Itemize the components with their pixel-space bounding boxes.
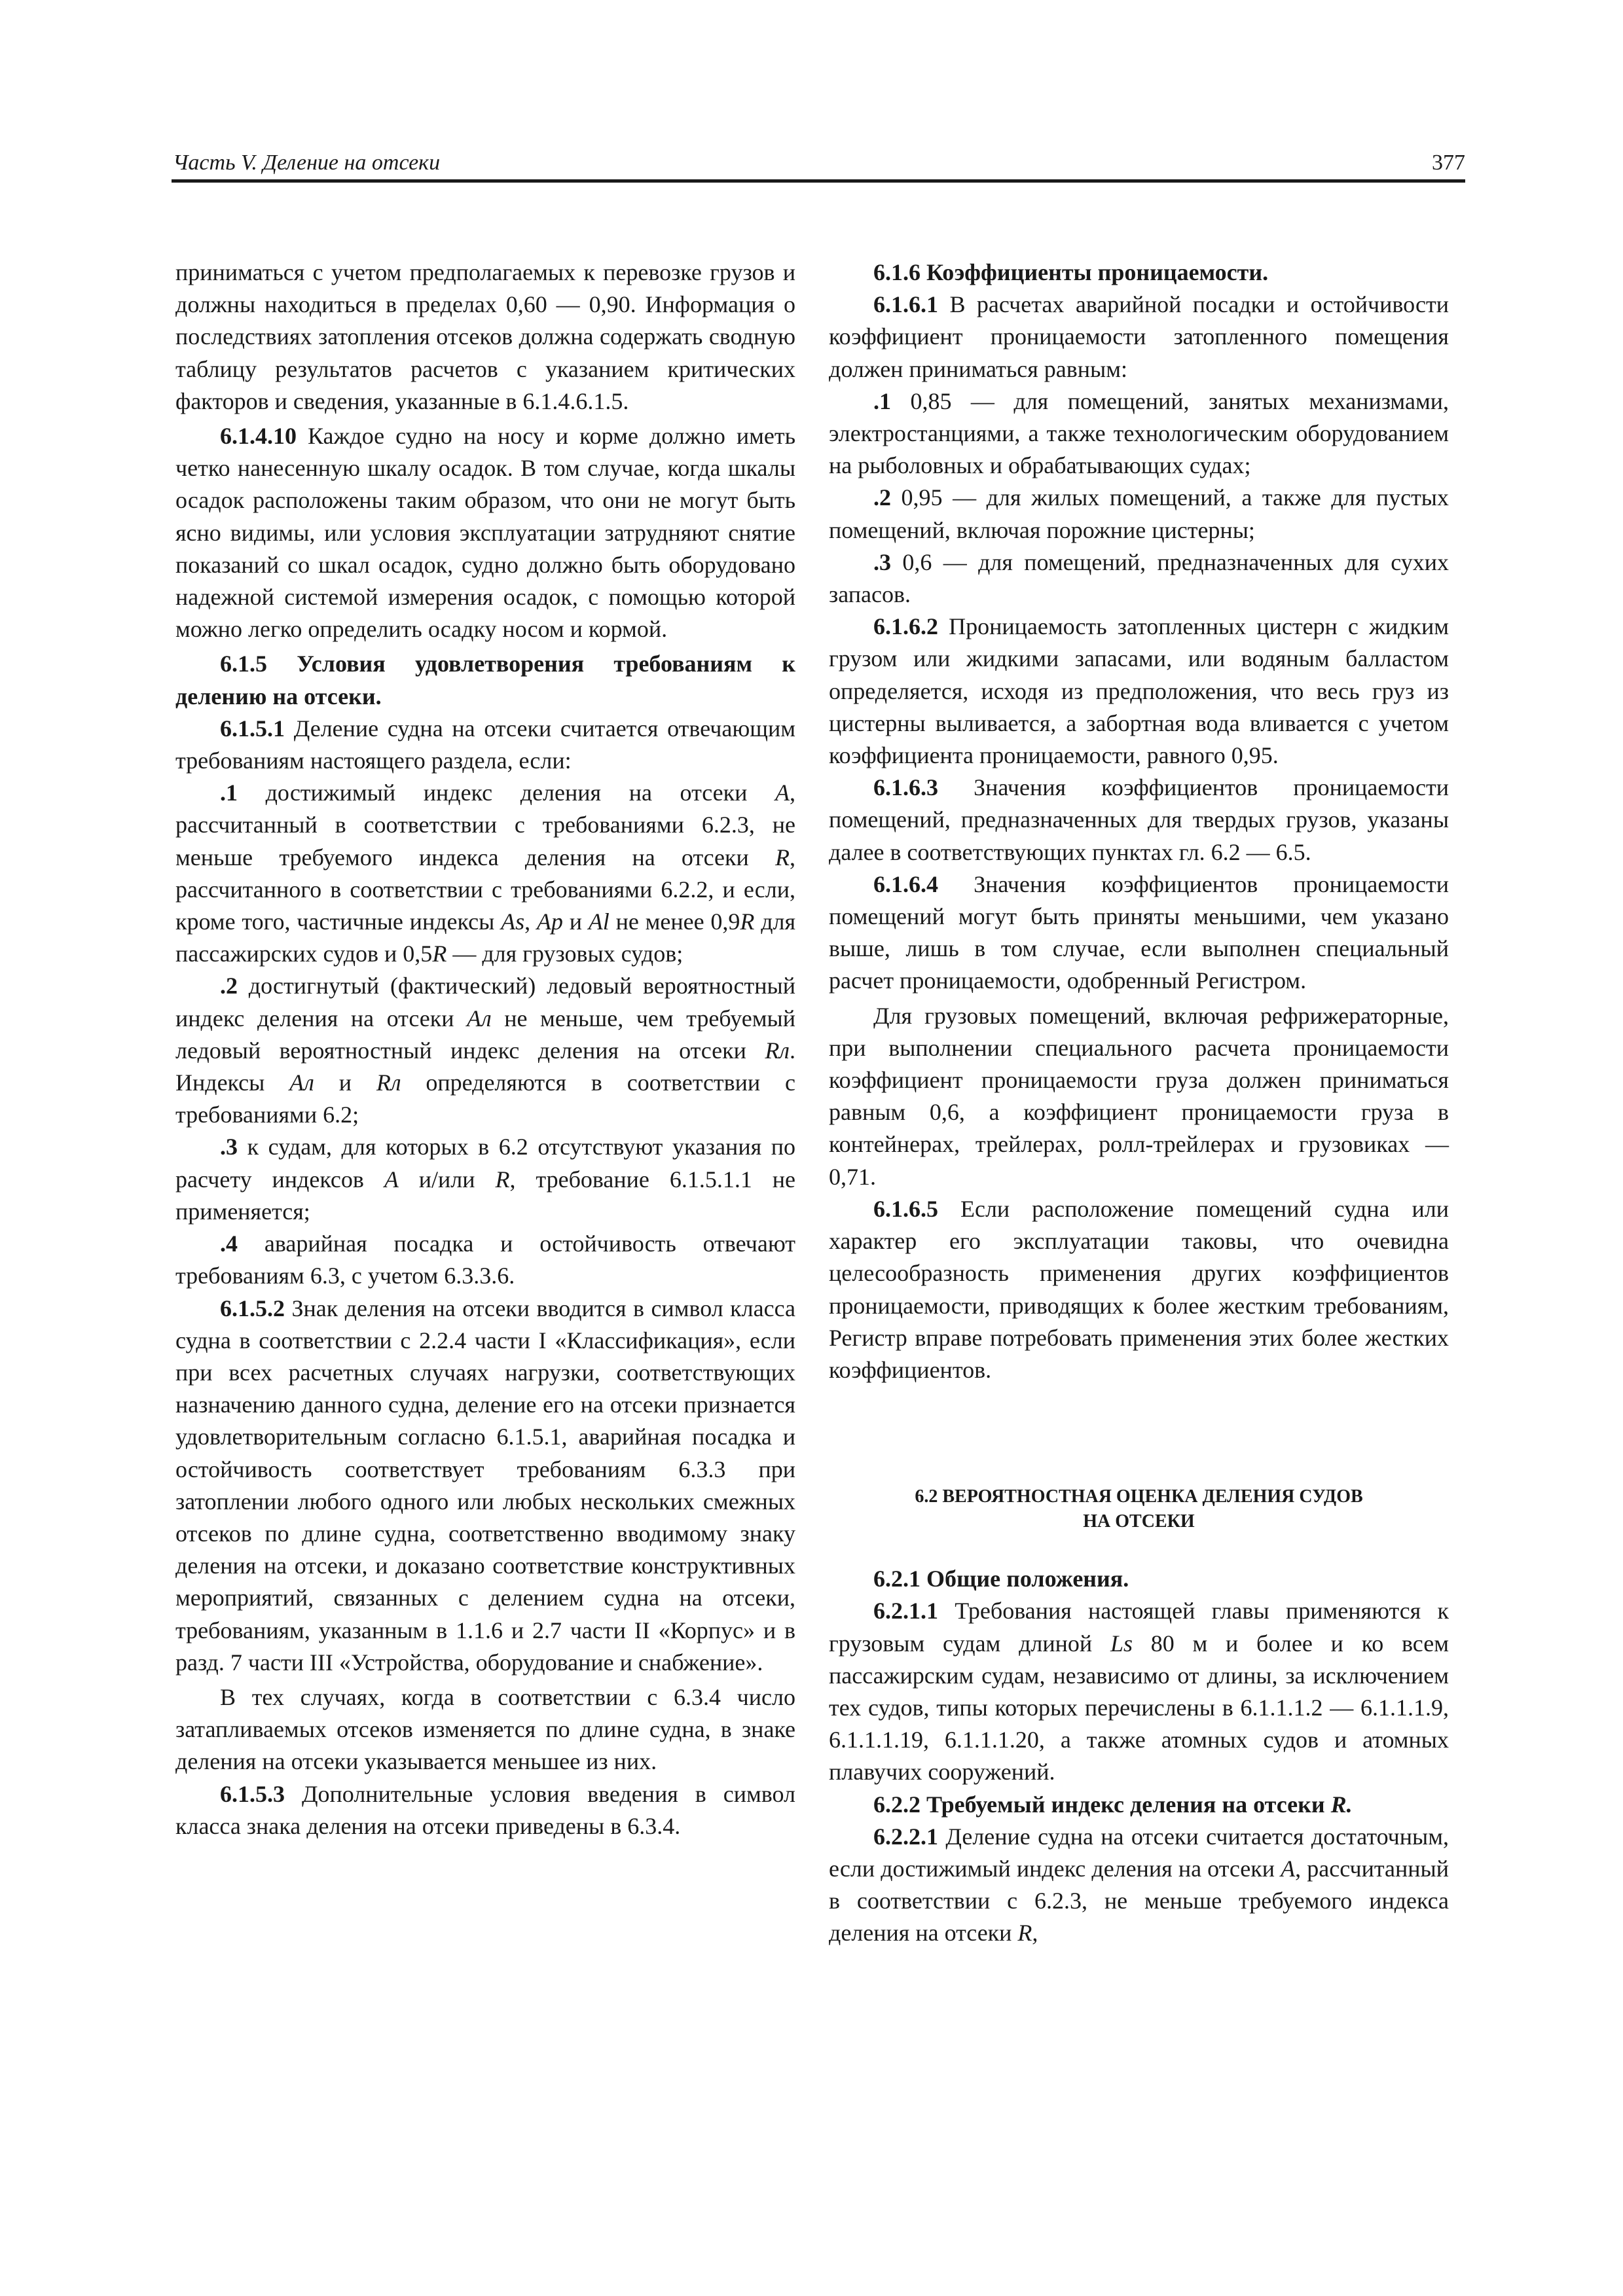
right-column [829,257,1449,1950]
paragraph-6-1-6-5: 6.1.6.5 Если расположение помещений судна или характер его эксплуатации таковы, что очевидна целесообразность применения других коэффициентов проницаемости, приводящих к более жестким требованиям, Регистр вправе потребовать применения этих более жестких коэффициентов. [829,1195,1449,1383]
list-item-3: .3 к судам, для которых в 6.2 отсутствуют указания по расчету индексов A и/или R, требование 6.1.5.1.1 не применяется; [175,1134,795,1225]
paragraph-6-1-6-2: 6.1.6.2 Проницаемость затопленных цистерн с жидким грузом или жидкими запасами, или водяным балластом определяется, исходя из предположения, что весь груз из цистерны выливается, а забортная вода вливается с учетом коэффициента проницаемости, равного 0,95. [829,613,1449,769]
list-item-2: .2 достигнутый (фактический) ледовый вероятностный индекс деления на отсеки Aл не меньше, чем требуемый ледовый вероятностный индекс деления на отсеки Rл. Индексы Aл и Rл определяются в соответствии с требованиями 6.2; [175,973,796,1128]
section-title: 6.2 ВЕРОЯТНОСТНАЯ ОЦЕНКА ДЕЛЕНИЯ СУДОВ НА ОТСЕКИ [915,1486,1363,1532]
list-item-2: .2 0,95 — для жилых помещений, а также для пустых помещений, включая порожние цистерны; [829,484,1449,543]
paragraph-6-1-6-4: 6.1.6.4 Значения коэффициентов проницаемости помещений могут быть приняты меньшими, чем указано выше, лишь в том случае, если выполнен специальный расчет проницаемости, одобренный Регистром. [829,870,1449,994]
heading-6-1-5: 6.1.5 Условия удовлетворения требованиям к делению на отсеки. [175,651,795,709]
paragraph-6-1-5-2: 6.1.5.2 Знак деления на отсеки вводится в символ класса судна в соответствии с 2.2.4 части I «Классификация», если при всех расчетных случаях нагрузки, соответствующих назначению данного судна, деление его на отсеки признается удовлетворительным согласно 6.1.5.1, аварийная посадка и остойчивость соответствует требованиям 6.3.3 при затоплении любого одного или любых нескольких смежных отсеков по длине судна, соответственно вводимому знаку деления на отсеки, и доказано соответствие конструктивных мероприятий, связанных с делением судна на отсеки, требованиям, указанным в 1.1.6 и 2.7 части II «Корпус» и в разд. 7 части III «Устройства, оборудование и снабжение». [175,1295,795,1676]
paragraph-6-1-5-1: 6.1.5.1 Деление судна на отсеки считается отвечающим требованиям настоящего раздела, если: [175,715,795,774]
paragraph-6-1-4-10: 6.1.4.10 Каждое судно на носу и корме должно иметь четко нанесенную шкалу осадок. В том случае, когда шкалы осадок расположены таким образом, что они не могут быть ясно видимы, или условия эксплуатации затрудняют снятие показаний со шкал осадок, судно должно быть оборудовано надежной системой измерения осадок, с помощью которой можно легко определить осадку носом и кормой. [175,423,795,643]
paragraph-6-2-1-1: 6.2.1.1 Требования настоящей главы применяются к грузовым судам длиной Ls 80 м и более и ко всем пассажирским судам, независимо от длины, за исключением тех судов, типы которых перечислены в 6.1.1.1.2 — 6.1.1.1.9, 6.1.1.1.19, 6.1.1.1.20, а также атомных судов и атомных плавучих сооружений. [829,1598,1449,1785]
header-title: Часть V. Деление на отсеки [173,151,441,175]
left-column [175,257,795,1842]
heading-6-1-6: 6.1.6 Коэффициенты проницаемости. [873,259,1269,285]
paragraph-6-1-6-3: 6.1.6.3 Значения коэффициентов проницаемости помещений, предназначенных для твердых грузов, указаны далее в соответствующих пунктах гл. 6.2 — 6.5. [829,774,1449,865]
list-item-1: .1 0,85 — для помещений, занятых механизмами, электростанциями, а также технологическим оборудованием на рыболовных и обрабатывающих судах; [829,387,1449,479]
paragraph-6-1-5-3: 6.1.5.3 Дополнительные условия введения в символ класса знака деления на отсеки приведены в 6.3.4. [175,1780,795,1839]
heading-6-2-1: 6.2.1 Общие положения. [873,1566,1129,1592]
paragraph: приниматься с учетом предполагаемых к перевозке грузов и должны находиться в пределах 0,60 — 0,90. Информация о последствиях затопления отсеков должна содержать сводную таблицу результатов расчетов с указанием критических факторов и сведения, указанные в 6.1.4.6.1.5. [175,259,795,414]
running-header [172,143,1465,183]
list-item-1: .1 достижимый индекс деления на отсеки A, рассчитанный в соответствии с требованиями 6.2.3, не меньше требуемого индекса деления на отсеки R, рассчитанного в соответствии с требованиями 6.2.2, и если, кроме того, частичные индексы As, Ap и Al не менее 0,9R для пассажирских судов и 0,5R — для грузовых судов; [175,780,796,967]
paragraph: Для грузовых помещений, включая рефрижераторные, при выполнении специального расчета проницаемости коэффициент проницаемости груза должен приниматься равным 0,6, а коэффициент проницаемости груза в контейнерах, трейлерах, ролл-трейлерах и грузовиках — 0,71. [829,1002,1449,1190]
paragraph: В тех случаях, когда в соответствии с 6.3.4 число затапливаемых отсеков изменяется по длине судна, в знаке деления на отсеки указывается меньшее из них. [175,1683,795,1775]
list-item-4: .4 аварийная посадка и остойчивость отвечают требованиям 6.3, с учетом 6.3.3.6. [175,1230,795,1289]
paragraph-6-1-6-1: 6.1.6.1 В расчетах аварийной посадки и остойчивости коэффициент проницаемости затопленного помещения должен приниматься равным: [829,291,1449,382]
list-item-3: .3 0,6 — для помещений, предназначенных для сухих запасов. [829,548,1449,608]
page-number: 377 [1432,151,1465,175]
heading-6-2-2: 6.2.2 Требуемый индекс деления на отсеки R. [873,1791,1353,1818]
paragraph-6-2-2-1: 6.2.2.1 Деление судна на отсеки считается достаточным, если достижимый индекс деления на отсеки A, рассчитанный в соответствии с 6.2.3, не меньше требуемого индекса деления на отсеки R, [829,1823,1449,1946]
